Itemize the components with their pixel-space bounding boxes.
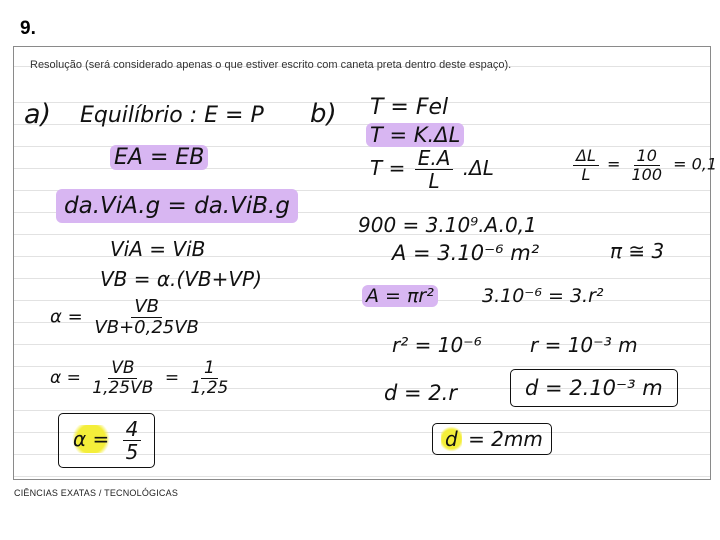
part-b-answer-box	[432, 423, 552, 455]
part-b-line7: r² = 10⁻⁶	[392, 333, 482, 357]
part-b-line3	[370, 147, 494, 192]
part-a-line6-eq: =	[164, 368, 180, 389]
part-b-line6-rest: 3.10⁻⁶ = 3.r²	[482, 285, 604, 307]
part-b-side-fraction	[570, 147, 717, 183]
part-b-side-num2: 10	[634, 147, 660, 166]
part-b-answer-d: d	[441, 425, 462, 453]
part-b-line6-highlight: A = πr²	[362, 285, 438, 307]
part-a-line6-den1: 1,25VB	[92, 377, 154, 398]
part-a-line5-fraction	[91, 297, 201, 338]
part-a-answer-num: 4	[123, 418, 142, 441]
part-a-line5-den: VB+0,25VB	[94, 316, 199, 338]
part-b-label: b)	[310, 99, 337, 129]
part-b-side-den: L	[581, 164, 591, 184]
part-b-side-eq: =	[606, 154, 621, 174]
part-a-answer-lhs: α =	[69, 425, 113, 453]
part-a-line6-fraction1	[89, 359, 156, 397]
part-b-line2: T = K.ΔL	[366, 123, 464, 147]
part-a-answer-fraction	[123, 418, 142, 463]
part-b-line8-box: d = 2.10⁻³ m	[510, 369, 678, 407]
part-b-line8: d = 2.r	[384, 381, 457, 405]
part-a-line6-num1: VB	[108, 359, 137, 379]
answer-sheet	[13, 46, 718, 480]
part-b-line4: 900 = 3.10⁹.A.0,1	[358, 213, 537, 237]
part-b-side-den2: 100	[631, 164, 662, 184]
part-a-answer-box	[58, 413, 155, 468]
page-footer: CIÊNCIAS EXATAS / TECNOLÓGICAS	[14, 488, 179, 498]
part-b-line3-num: E.A	[415, 147, 454, 170]
part-a-line5-num: VB	[131, 297, 162, 318]
part-b-line3-fraction	[415, 147, 454, 192]
question-number: 9.	[20, 18, 36, 39]
part-a-line6	[50, 359, 234, 397]
part-a-line1: EA = EB	[110, 145, 208, 170]
part-b-line7b: r = 10⁻³ m	[530, 333, 638, 357]
part-b-pi-note: π ≅ 3	[610, 239, 665, 263]
part-a-line5	[50, 297, 205, 338]
part-b-side-frac1	[573, 147, 599, 183]
part-a-line6-lhs: α =	[50, 368, 81, 389]
part-a-heading: Equilíbrio : E = P	[80, 103, 264, 128]
part-a-line5-lhs: α =	[50, 306, 83, 328]
part-a-line6-num2: 1	[201, 359, 218, 379]
part-b-answer-rest: = 2mm	[468, 427, 543, 451]
part-a-line4: VB = α.(VB+VP)	[100, 267, 262, 291]
part-a-line3: ViA = ViB	[110, 237, 206, 261]
part-b-line3-den: L	[428, 169, 440, 193]
part-a-line6-fraction2	[187, 359, 231, 397]
part-a-line2: da.ViA.g = da.ViB.g	[56, 189, 298, 223]
part-a-line6-den2: 1,25	[190, 377, 229, 398]
part-b-line1: T = Fel	[370, 95, 449, 120]
part-b-line5: A = 3.10⁻⁶ m²	[392, 241, 540, 265]
part-b-line3-lhs: T =	[370, 156, 406, 180]
part-b-line3-rhs: .ΔL	[462, 156, 494, 180]
part-b-side-frac2	[628, 147, 665, 183]
sheet-instructions: Resolução (será considerado apenas o que estiver escrito com caneta preta dentro deste espaço).	[30, 59, 512, 71]
part-a-label: a)	[24, 99, 52, 130]
part-a-answer-den: 5	[125, 440, 139, 464]
part-b-side-num: ΔL	[573, 147, 599, 166]
part-b-side-result: = 0,1	[673, 154, 718, 174]
